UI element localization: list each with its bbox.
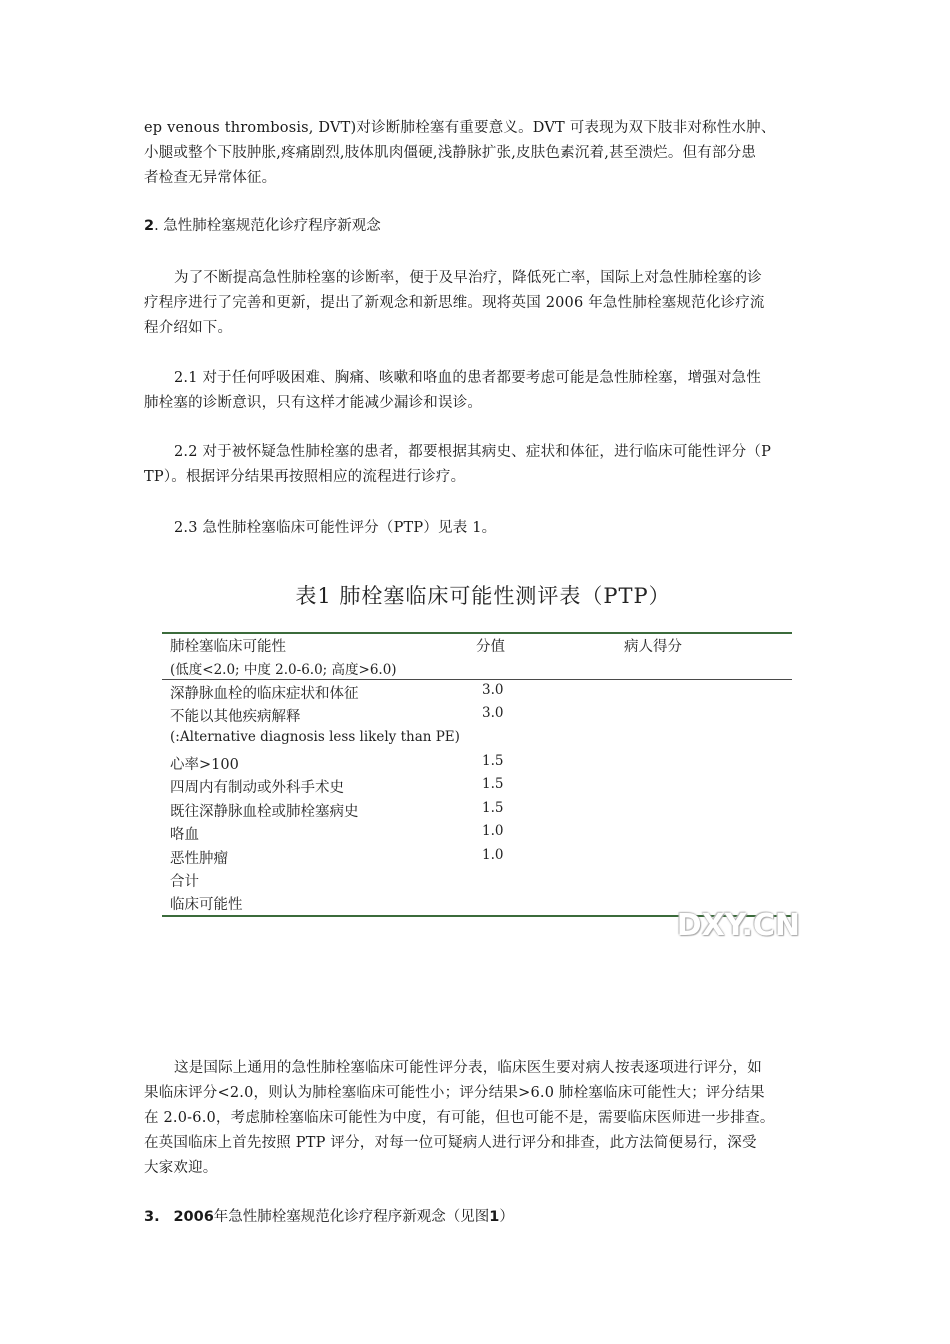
row-label: (:Alternative diagnosis less likely than PE): [170, 729, 460, 745]
paragraph-line: 大家欢迎。: [144, 1160, 218, 1176]
row-label: 四周内有制动或外科手术史: [170, 780, 344, 796]
table-header-rule: [162, 679, 792, 680]
row-score: 3.0: [482, 682, 504, 698]
paragraph-line: TP）。根据评分结果再按照相应的流程进行诊疗。: [144, 469, 466, 485]
row-score: 1.5: [482, 800, 504, 816]
table-row: [170, 753, 790, 776]
table-row: [170, 870, 790, 893]
table-row: [170, 847, 790, 870]
table-row: [170, 729, 790, 752]
paragraph-line: 这是国际上通用的急性肺栓塞临床可能性评分表，临床医生要对病人按表逐项进行评分，如: [174, 1060, 762, 1076]
row-label: 咯血: [170, 827, 199, 843]
paragraph-line: 为了不断提高急性肺栓塞的诊断率，便于及早治疗，降低死亡率，国际上对急性肺栓塞的诊: [174, 270, 762, 286]
row-label: 临床可能性: [170, 897, 243, 913]
row-label: 既往深静脉血栓或肺栓塞病史: [170, 804, 359, 820]
paragraph-line: 2.1 对于任何呼吸困难、胸痛、咳嗽和咯血的患者都要考虑可能是急性肺栓塞，增强对急性: [174, 370, 762, 386]
paragraph-dvt: [144, 116, 808, 191]
paragraph-line: ep venous thrombosis, DVT)对诊断肺栓塞有重要意义。DVT 可表现为双下肢非对称性水肿、: [144, 120, 776, 136]
table-row: [170, 776, 790, 799]
paragraph-line: 疗程序进行了完善和更新，提出了新观念和新思维。现将英国 2006 年急性肺栓塞规范化诊疗流: [144, 295, 765, 311]
table-header-patient-score: 病人得分: [624, 639, 682, 655]
section-3-heading: [144, 1206, 514, 1228]
row-score: 1.5: [482, 753, 504, 769]
paragraph-line: 2.3 急性肺栓塞临床可能性评分（PTP）见表 1。: [174, 520, 497, 536]
paragraph-line: 程介绍如下。: [144, 320, 233, 336]
section-2-heading: [144, 215, 381, 237]
watermark-logo: DXY.CN: [676, 908, 800, 943]
figure-number: 1: [489, 1209, 500, 1225]
table-top-rule: [162, 632, 792, 634]
table-row: [170, 823, 790, 846]
paragraph-line: 肺栓塞的诊断意识，只有这样才能减少漏诊和误诊。: [144, 395, 483, 411]
section-title: 年急性肺栓塞规范化诊疗程序新观念（见图: [213, 1209, 490, 1225]
table-row: [170, 705, 790, 728]
row-score: 3.0: [482, 705, 504, 721]
row-score: 1.0: [482, 847, 504, 863]
row-score: 1.0: [482, 823, 504, 839]
paragraph-line: 在 2.0-6.0，考虑肺栓塞临床可能性为中度，有可能，但也可能不是，需要临床医师进一步排查。: [144, 1110, 775, 1126]
row-score: 1.5: [482, 776, 504, 792]
item-2-1: [144, 366, 808, 416]
paragraph-intro: [144, 266, 808, 341]
table-header-score: 分值: [476, 639, 505, 655]
section-year: 2006: [173, 1209, 214, 1225]
row-label: 恶性肿瘤: [170, 851, 228, 867]
paragraph-line: 2.2 对于被怀疑急性肺栓塞的患者，都要根据其病史、症状和体征，进行临床可能性评分（P: [174, 444, 772, 460]
table-title: 表1 肺栓塞临床可能性测评表（PTP）: [295, 584, 671, 608]
paragraph-explain: [144, 1056, 808, 1181]
section-number: 2: [144, 218, 155, 234]
table-header-range: (低度<2.0; 中度 2.0-6.0; 高度>6.0): [170, 662, 397, 678]
row-label: 合计: [170, 874, 199, 890]
paragraph-line: 者检查无异常体征。: [144, 170, 277, 186]
table-header-probability: 肺栓塞临床可能性: [170, 639, 286, 655]
item-2-3: [144, 516, 808, 541]
table-row: [170, 682, 790, 705]
item-2-2: [144, 440, 808, 490]
paragraph-line: 小腿或整个下肢肿胀,疼痛剧烈,肢体肌肉僵硬,浅静脉扩张,皮肤色素沉着,甚至溃烂。但有部分患: [144, 145, 757, 161]
ptp-table-figure: [162, 572, 804, 952]
paragraph-line: 在英国临床上首先按照 PTP 评分，对每一位可疑病人进行评分和排查，此方法简便易行，深受: [144, 1135, 757, 1151]
section-title: . 急性肺栓塞规范化诊疗程序新观念: [154, 218, 381, 234]
table-row: [170, 800, 790, 823]
section-number: 3.: [144, 1209, 160, 1225]
section-close: ）: [499, 1209, 514, 1225]
row-label: 深静脉血栓的临床症状和体征: [170, 686, 359, 702]
row-label: 心率>100: [170, 757, 239, 773]
row-label: 不能以其他疾病解释: [170, 709, 301, 725]
paragraph-line: 果临床评分<2.0，则认为肺栓塞临床可能性小；评分结果>6.0 肺栓塞临床可能性大；评分结果: [144, 1085, 765, 1101]
